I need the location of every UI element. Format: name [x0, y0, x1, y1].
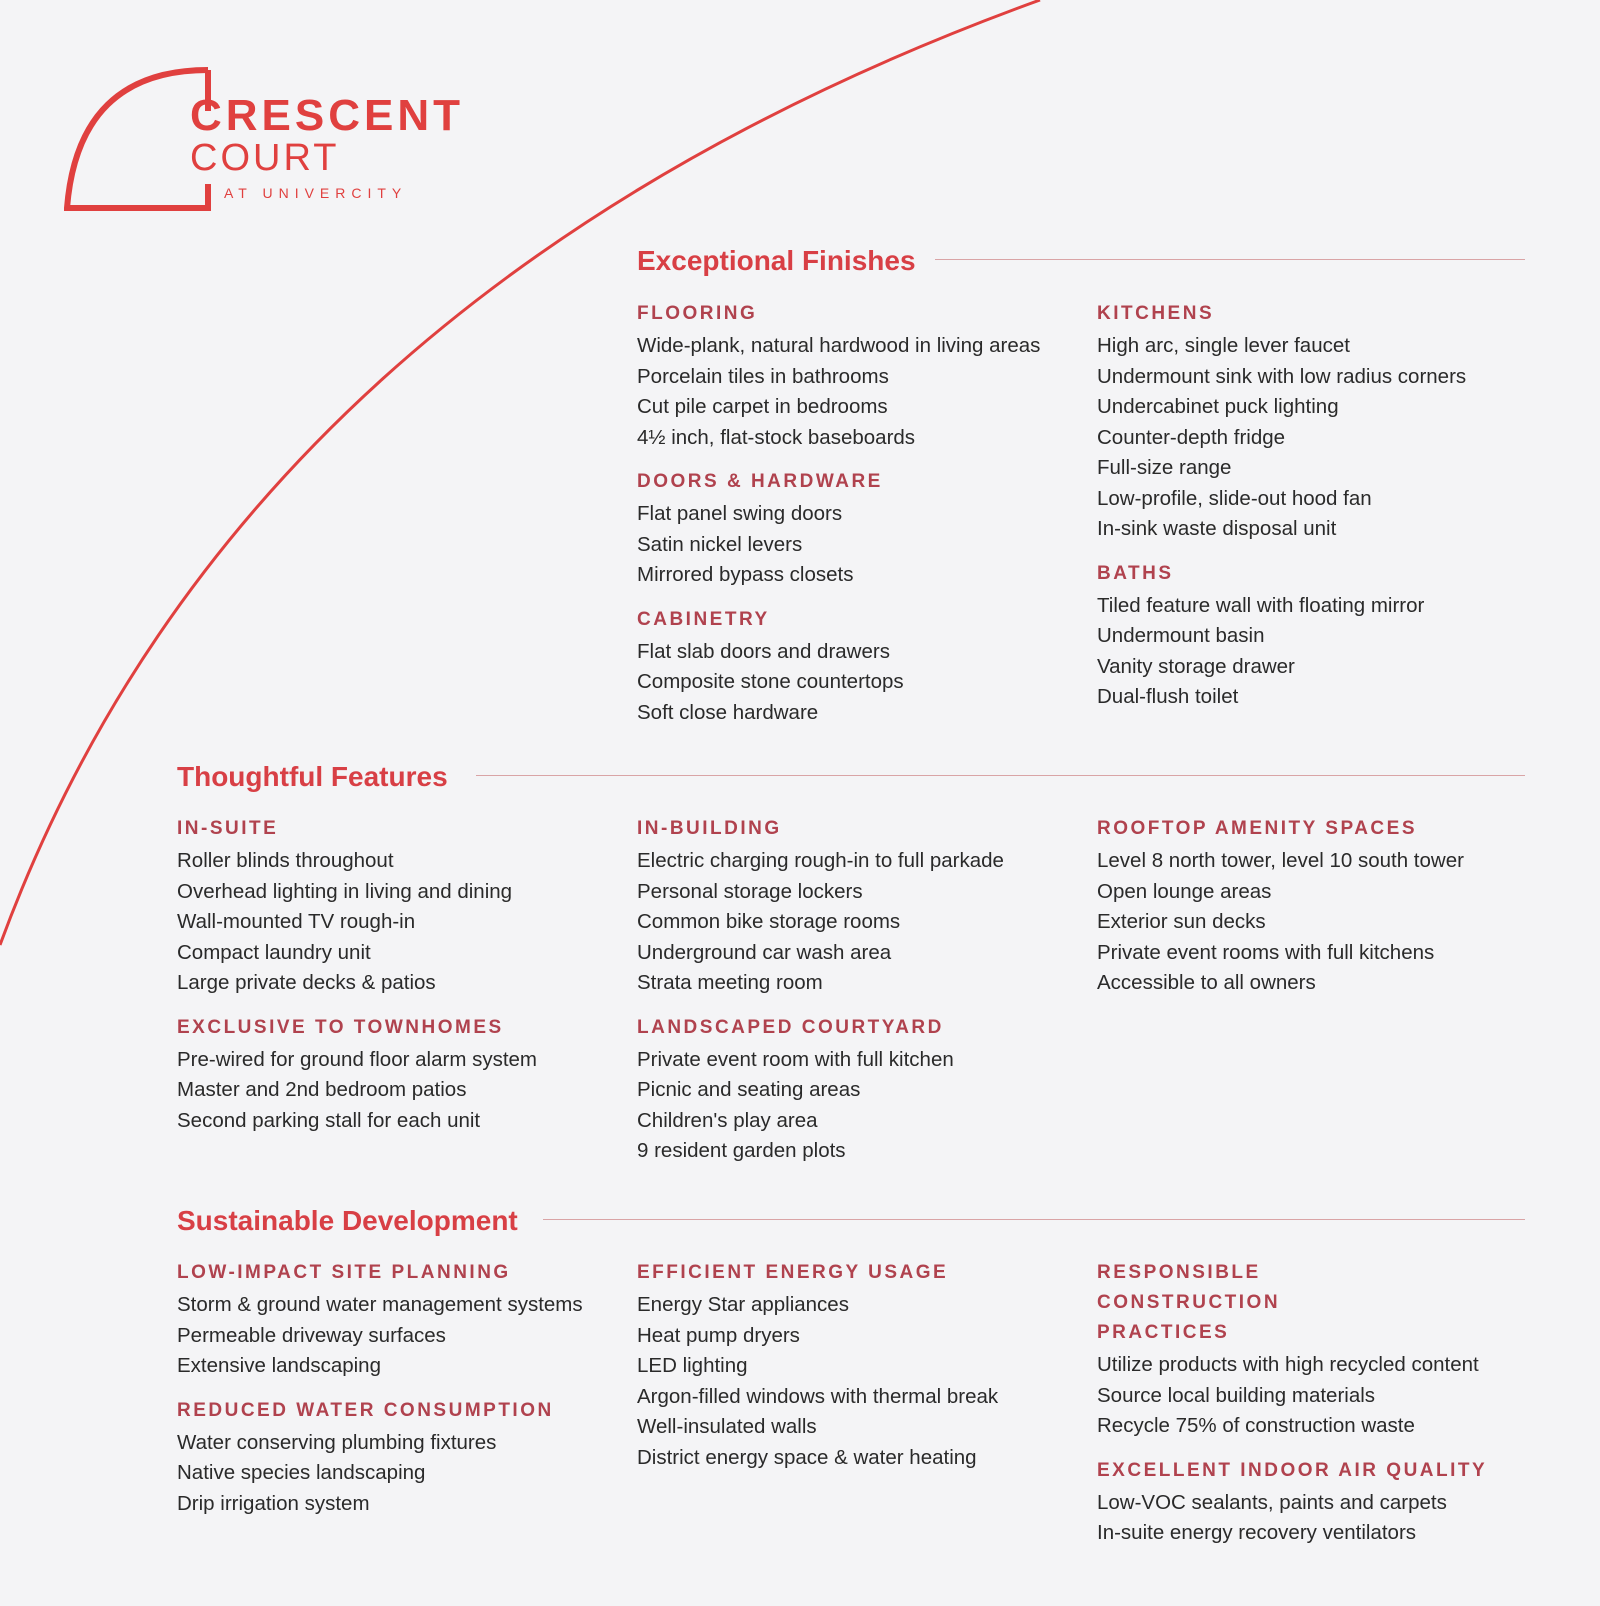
list-item: Heat pump dryers: [637, 1323, 800, 1347]
brand-name-line2: COURT: [190, 137, 340, 179]
list-item: In-suite energy recovery ventilators: [1097, 1521, 1417, 1544]
group-efficient-energy: [637, 1258, 1077, 1473]
list-item: Composite stone countertops: [637, 670, 904, 693]
list-item: Well-insulated walls: [637, 1415, 817, 1438]
section-divider: [935, 259, 1525, 260]
group-heading: IN-SUITE: [177, 818, 279, 839]
sustainable-column-2: [637, 1258, 1077, 1487]
group-indoor-air: [1097, 1456, 1488, 1549]
list-item: Wall-mounted TV rough-in: [177, 910, 416, 933]
list-item: High arc, single lever faucet: [1097, 334, 1350, 357]
list-item: Exterior sun decks: [1097, 910, 1266, 933]
group-heading: CABINETRY: [637, 608, 770, 630]
list-item: Full-size range: [1097, 456, 1232, 479]
group-in-suite: [177, 814, 617, 999]
group-landscaped-courtyard: [637, 1013, 1077, 1167]
group-heading: KITCHENS: [1097, 303, 1215, 324]
group-heading: FLOORING: [637, 303, 758, 324]
list-item: Low-VOC sealants, paints and carpets: [1097, 1490, 1447, 1514]
list-item: Undermount sink with low radius corners: [1097, 364, 1467, 388]
list-item: Low-profile, slide-out hood fan: [1097, 486, 1372, 510]
list-item: Level 8 north tower, level 10 south tower: [1097, 849, 1464, 872]
brand-tagline: AT UNIVERCITY: [224, 185, 408, 201]
list-item: 4½ inch, flat-stock baseboards: [637, 425, 916, 449]
list-item: LED lighting: [637, 1354, 748, 1377]
list-item: Private event rooms with full kitchens: [1097, 940, 1435, 964]
list-item: Native species landscaping: [177, 1461, 426, 1484]
group-flooring: [637, 299, 1077, 453]
list-item: Underground car wash area: [637, 940, 892, 964]
group-heading: DOORS & HARDWARE: [637, 471, 883, 492]
finishes-column-1: [637, 299, 1077, 742]
group-heading: EXCLUSIVE TO TOWNHOMES: [177, 1016, 504, 1038]
list-item: Electric charging rough-in to full parkade: [637, 849, 1004, 872]
group-low-impact: [177, 1258, 617, 1382]
group-doors-hardware: [637, 467, 1077, 591]
list-item: Tiled feature wall with floating mirror: [1097, 593, 1425, 617]
list-item: Second parking stall for each unit: [177, 1108, 481, 1132]
list-item: Mirrored bypass closets: [637, 563, 854, 586]
list-item: Personal storage lockers: [637, 879, 863, 903]
features-column-2: [637, 814, 1077, 1181]
sustainable-column-1: [177, 1258, 617, 1533]
list-item: Strata meeting room: [637, 971, 823, 994]
group-heading: EFFICIENT ENERGY USAGE: [637, 1262, 949, 1283]
list-item: In-sink waste disposal unit: [1097, 517, 1337, 540]
list-item: Common bike storage rooms: [637, 910, 901, 933]
list-item: Flat panel swing doors: [637, 502, 843, 525]
group-rooftop-amenity: [1097, 814, 1537, 999]
group-in-building: [637, 814, 1077, 999]
list-item: Energy Star appliances: [637, 1293, 849, 1316]
list-item: Soft close hardware: [637, 700, 819, 724]
list-item: Private event room with full kitchen: [637, 1047, 954, 1071]
list-item: Water conserving plumbing fixtures: [177, 1430, 497, 1454]
list-item: Open lounge areas: [1097, 879, 1272, 903]
group-kitchens: [1097, 299, 1537, 545]
group-heading: RESPONSIBLE CONSTRUCTION PRACTICES: [1097, 1262, 1281, 1343]
brand-name-line1: CRESCENT: [190, 91, 465, 140]
list-item: Flat slab doors and drawers: [637, 639, 890, 663]
list-item: Storm & ground water management systems: [177, 1293, 583, 1316]
section-title-thoughtful-features: Thoughtful Features: [177, 761, 448, 792]
brand-logo: [64, 66, 464, 216]
sustainable-column-3: [1097, 1258, 1488, 1563]
group-heading: LOW-IMPACT SITE PLANNING: [177, 1262, 511, 1283]
section-divider: [476, 775, 1525, 776]
list-item: Children's play area: [637, 1108, 818, 1132]
group-responsible-construction: [1097, 1258, 1479, 1442]
list-item: Pre-wired for ground floor alarm system: [177, 1047, 538, 1071]
list-item: Drip irrigation system: [177, 1491, 370, 1515]
section-divider: [543, 1219, 1525, 1220]
list-item: Permeable driveway surfaces: [177, 1323, 446, 1347]
group-heading: ROOFTOP AMENITY SPACES: [1097, 818, 1417, 839]
list-item: District energy space & water heating: [637, 1445, 977, 1469]
group-baths: [1097, 559, 1537, 713]
group-heading: REDUCED WATER CONSUMPTION: [177, 1399, 554, 1421]
features-column-1: [177, 814, 617, 1150]
list-item: 9 resident garden plots: [637, 1139, 846, 1162]
list-item: Cut pile carpet in bedrooms: [637, 395, 888, 418]
list-item: Vanity storage drawer: [1097, 654, 1295, 678]
list-item: Recycle 75% of construction waste: [1097, 1414, 1415, 1437]
group-cabinetry: [637, 605, 1077, 729]
group-heading: LANDSCAPED COURTYARD: [637, 1016, 944, 1038]
list-item: Large private decks & patios: [177, 971, 436, 994]
section-title-exceptional-finishes: Exceptional Finishes: [637, 245, 916, 276]
group-heading: BATHS: [1097, 562, 1174, 584]
list-item: Extensive landscaping: [177, 1354, 381, 1377]
list-item: Undermount basin: [1097, 624, 1265, 647]
group-heading: IN-BUILDING: [637, 818, 782, 839]
finishes-column-2: [1097, 299, 1537, 727]
group-heading: EXCELLENT INDOOR AIR QUALITY: [1097, 1459, 1488, 1481]
list-item: Wide-plank, natural hardwood in living areas: [637, 334, 1041, 357]
list-item: Undercabinet puck lighting: [1097, 395, 1339, 418]
list-item: Argon-filled windows with thermal break: [637, 1384, 999, 1408]
list-item: Source local building materials: [1097, 1383, 1376, 1407]
list-item: Master and 2nd bedroom patios: [177, 1078, 467, 1101]
list-item: Utilize products with high recycled content: [1097, 1353, 1479, 1376]
list-item: Porcelain tiles in bathrooms: [637, 364, 889, 388]
list-item: Overhead lighting in living and dining: [177, 879, 513, 903]
group-exclusive-townhomes: [177, 1013, 617, 1137]
list-item: Accessible to all owners: [1097, 971, 1316, 994]
group-reduced-water: [177, 1396, 617, 1520]
list-item: Picnic and seating areas: [637, 1078, 861, 1101]
list-item: Compact laundry unit: [177, 940, 371, 964]
section-title-sustainable-development: Sustainable Development: [177, 1205, 518, 1236]
list-item: Roller blinds throughout: [177, 849, 394, 872]
list-item: Dual-flush toilet: [1097, 685, 1239, 708]
features-column-3: [1097, 814, 1537, 1013]
list-item: Satin nickel levers: [637, 532, 803, 556]
list-item: Counter-depth fridge: [1097, 425, 1286, 449]
